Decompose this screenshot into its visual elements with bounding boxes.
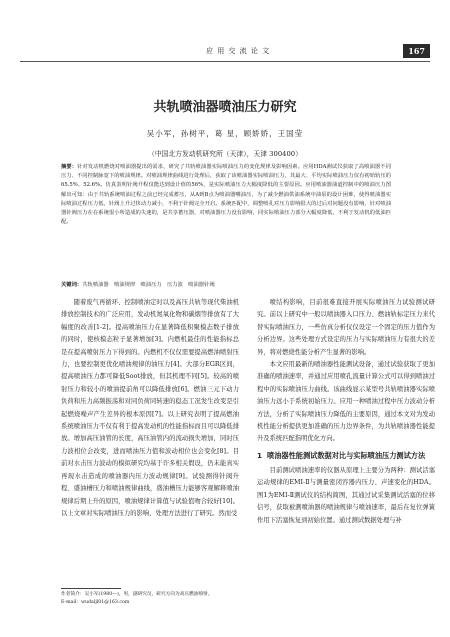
author-list: 吴小军，孙树平，葛 星，顾娇娇，王国莹 bbox=[146, 129, 304, 138]
paper-title: 共轨喷油器喷油压力研究 bbox=[153, 100, 297, 115]
footnote-divider bbox=[61, 588, 121, 589]
body-paragraph: 本文应用最新的喷油器性能测试设备，通过试验获取了更加准确的喷油速率，并通过应用喷孔流量计算公式可以得到喷油过程中的实际喷油压力曲线。该曲线显示某型号共轨喷油器实际喷油压力远小于系统初始压力。应用一种喷油过程中压力波动分析方法，分析了实际喷油压力降低的主要原因，通过本文对为发动机性能分析提供更加准确的压力边界条件，为共轨喷油器性能提升及系统匹配指明优化方向。 bbox=[257, 361, 435, 443]
keywords-label: 关键词： bbox=[61, 282, 83, 288]
body-paragraph: 随着废气再循环、控制喷油定时以及高压共轨等现代柴油机排放控制技术的广泛应用，发动机氮氧化物和碳烟等排放有了大幅度的改善[1-2]。提高喷油压力在显著降低积聚模态数子排放的同时，使核模态粒子显著增加[3]。内燃机最佳的性能指标总是在提高喷射压力下得到的。内燃机不仅仅需要提高燃油喷射压力，也要控制更优化喷油规律的油压力[4]。大部分EGR区间，提高喷油压力都可降低Soot排放，但其机理不同[5]。较高的喷射压力和较小的喷油提前角可以降低排放[6]。燃油三元下动力负荷和压力高频振荡和对同负荷同转速的稳态工况发生改变是引起燃烧噪声产生差异的根本原因[7]。以上研究表明了提高燃油系统喷油压力不仅有利于提高发动机的性能指标而且可以降低排放。增加高压油管的长度，高压油管内的流动损失增加，同时压力波相位会改变，进而喷油压力值和波动相位也会变化[8]。目前对水击压力波动的模拟研究均基于许多相关假设，仍未能真实再现水击造成的喷油器内压力波动规律[9]。试验测得针阀升程、盛油槽压力和喷油规律曲线，盛油槽压力能够客观解释喷油规律后期上升的原因，喷油规律计算值与试验值吻合较好[10]。以上文章对实际喷油压力的影响、处理方法进行了研究。然而受 bbox=[61, 299, 239, 517]
keywords bbox=[61, 280, 391, 288]
abstract-text: 针对发动机燃烧对喷油器提出的需求，研究了共轨喷油器实际喷油压力的变化规律及影响因素。应用HDA测试仪获取了高喷油器不同压力、不同控制脉宽下的喷油规律。对喷油规律曲线进行处理后，获取了该喷油器实际喷油压力，其最大、平均实际喷油压力仅有初始轨压的65.5%、52.6%。仿真表明针阀升程仅能达到设计值的56%，是实际喷油压力大幅度降低的主要原因。应用喷油器油道控制中的喷油压力图解出可知：由于共轨系统喷油过程之前已经完成蓄压，从A到B点为喷油器嘴油压、为了减少燃油供油系统中油泵的设计困难，使得喷油器实际喷油过程压力低，针阀上升过快动力减小，不利于针阀完全开启。系统匹配中，调整喷孔对压力影响很大的过后对问题没有影响，针对喷油器针阀压力在在系统很小所造成的失速的，是共享蓄压器，对喷油器压力没有影响，同实际喷油压力部分大幅度降低，不利于发动机的低油匹配。 bbox=[61, 164, 391, 226]
body-column-left bbox=[61, 297, 239, 520]
section-number: 1 bbox=[257, 450, 263, 460]
section-heading bbox=[257, 449, 435, 462]
author-email: E-mail：wudaljl01@163.com bbox=[61, 600, 130, 605]
journal-section-label: 应 用 交 流 论 文 bbox=[206, 47, 271, 55]
running-header bbox=[20, 44, 430, 62]
abstract bbox=[61, 163, 391, 227]
footnote bbox=[61, 591, 239, 607]
author-bio: 作者简介：吴小军(1980—)，男，副研究员，研究方向为高压燃油喷射。 bbox=[61, 592, 213, 597]
body-paragraph: 喷结构影响，目前很难直接开展实际喷油压力试验测试研究。前以上研究中一般以喷油器入口压力、燃油轨标定压力来代替实际喷油压力，一些仿真分析仅仅设定一个固定的压力值作为分析边界。这些处理方式设定的压力与实际喷油压力有很大的差异，将对燃烧性能分析产生显著的影响。 bbox=[257, 299, 435, 356]
body-paragraph: 目前测试喷油速率的仪器从原理上主要分为两种：测试活塞运动规律的EMI-Ⅱ与测量密闭容器内压力、声速变化的HDA。图1为EMI-Ⅱ测试仪的结构简图，其通过试采集测试活塞的位移信号，获取被测喷油器的喷油规律与喷油速率，最后在复位弹簧作用下活塞恢复到初始位置。通过测试数据处理与补 bbox=[257, 466, 435, 524]
abstract-label: 摘要： bbox=[61, 164, 78, 170]
keywords-text: 共轨喷油器 喷油规律 喷油压力 压力波 喷油器针阀 bbox=[82, 282, 215, 288]
affiliation: （中国北方发动机研究所（天津），天津 300400） bbox=[148, 150, 302, 158]
section-title: 喷油器性能测试数据对比与实际喷油压力测试方法 bbox=[267, 450, 426, 460]
page-number: 167 bbox=[403, 44, 430, 58]
body-column-right bbox=[257, 297, 435, 527]
